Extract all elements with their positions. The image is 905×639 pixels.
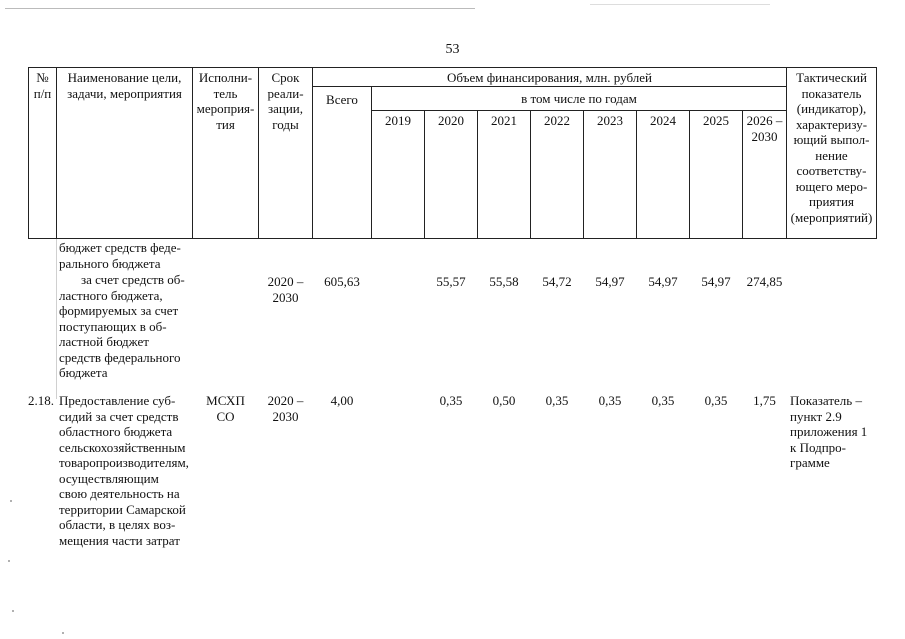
indicator-line: пункт 2.9 xyxy=(790,408,842,424)
header-indicator-line: приятия xyxy=(808,194,854,209)
term-line: 2020 – xyxy=(267,393,304,408)
table-row-2-2023: 0,35 xyxy=(598,393,622,408)
header-year-2019: 2019 xyxy=(385,113,411,128)
name-line: формируемых за счет xyxy=(59,303,179,318)
table-row-2-2021: 0,50 xyxy=(492,393,516,408)
header-name-line: Наименование цели, xyxy=(67,70,182,85)
header-indicator-line: ющий выпол- xyxy=(793,132,870,147)
scan-artifact-line xyxy=(590,4,770,5)
table-row-1-2022: 54,72 xyxy=(542,274,572,289)
header-indicator-line: характеризу- xyxy=(795,116,868,132)
header-funding-group: Объем финансирования, млн. рублей xyxy=(447,70,652,85)
header-year-line: 2030 xyxy=(751,128,778,144)
table-row-2-num: 2.18. xyxy=(28,393,54,408)
page-number: 53 xyxy=(445,42,460,57)
table-row-1-2023: 54,97 xyxy=(595,274,625,289)
table-row-2-2020: 0,35 xyxy=(439,393,463,408)
term-line: 2030 xyxy=(272,408,299,424)
col-divider xyxy=(424,110,425,239)
name-line: сидий за счет средств xyxy=(59,408,179,424)
header-year-2025: 2025 xyxy=(703,113,729,128)
table-row-1-2024: 54,97 xyxy=(648,274,678,289)
col-divider xyxy=(689,110,690,239)
name-line: осуществляющим xyxy=(59,470,159,486)
header-term-line: зации, xyxy=(267,101,304,116)
header-year-line: 2026 – xyxy=(746,113,783,128)
name-line: мещения части затрат xyxy=(59,532,180,548)
indicator-line: приложения 1 xyxy=(790,424,868,439)
header-executor-line: тель xyxy=(213,85,238,101)
header-indicator-line: показатель xyxy=(801,85,862,101)
table-border-right xyxy=(876,67,877,239)
table-row-0-name xyxy=(59,240,189,271)
header-term-line: Срок xyxy=(271,70,300,85)
header-indicator-line: (мероприятий) xyxy=(790,209,873,225)
name-line: свою деятельность на xyxy=(59,486,180,501)
table-row-2-2025: 0,35 xyxy=(704,393,728,408)
indicator-line: к Подпро- xyxy=(790,439,846,455)
header-year-2022: 2022 xyxy=(544,113,570,128)
header-indicator xyxy=(787,70,876,225)
executor-line: СО xyxy=(216,408,235,424)
table-row-2-2022: 0,35 xyxy=(545,393,569,408)
body-col-divider xyxy=(56,239,57,399)
header-name xyxy=(57,70,192,101)
header-term xyxy=(259,70,312,132)
header-year-2023: 2023 xyxy=(597,113,623,128)
header-indicator-line: Тактический xyxy=(796,70,867,85)
header-year-2020: 2020 xyxy=(438,113,464,128)
name-line: бюджета xyxy=(59,365,108,380)
col-divider xyxy=(636,110,637,239)
table-row-1-2026-2030: 274,85 xyxy=(746,274,783,289)
name-line: средств федерального xyxy=(59,349,181,365)
header-indicator-line: нение xyxy=(815,147,848,163)
header-executor xyxy=(193,70,258,132)
name-line: областного бюджета xyxy=(59,424,173,439)
indicator-line: грамме xyxy=(790,455,830,470)
header-indicator-line: ющего меро- xyxy=(795,178,868,194)
executor-line: МСХП xyxy=(206,393,245,408)
scan-speck xyxy=(8,560,10,562)
col-divider xyxy=(477,110,478,239)
name-line: рального бюджета xyxy=(59,255,161,271)
header-term-line: реали- xyxy=(267,85,304,101)
name-line: Предоставление суб- xyxy=(59,393,176,408)
table-row-2-total: 4,00 xyxy=(330,393,354,408)
indicator-line: Показатель – xyxy=(790,393,862,408)
header-executor-line: мероприя- xyxy=(196,101,255,116)
table-row-2-term xyxy=(259,393,312,424)
header-indicator-line: соответству- xyxy=(796,163,867,178)
name-line: поступающих в об- xyxy=(59,318,167,334)
header-num xyxy=(29,70,56,101)
table-border-top xyxy=(28,67,876,68)
header-total: Всего xyxy=(326,92,358,107)
funding-group-divider xyxy=(312,86,786,87)
table-row-1-name xyxy=(59,272,189,381)
header-indicator-line: (индикатор), xyxy=(796,101,867,116)
header-year-2026-2030 xyxy=(743,113,786,144)
name-line: ластного бюджета, xyxy=(59,287,163,303)
header-year-2021: 2021 xyxy=(491,113,517,128)
header-executor-line: Исполни- xyxy=(198,70,253,85)
header-num-line: № xyxy=(36,70,49,85)
table-row-1-term xyxy=(259,274,312,305)
scan-artifact-line xyxy=(5,8,475,9)
term-line: 2030 xyxy=(272,289,299,305)
table-row-1-total: 605,63 xyxy=(324,274,360,289)
name-line: товаропроизводителям, xyxy=(59,455,189,470)
table-row-2-indicator xyxy=(790,393,874,471)
name-line: бюджет средств феде- xyxy=(59,240,181,255)
scan-speck xyxy=(10,500,12,502)
col-divider xyxy=(530,110,531,239)
col-divider xyxy=(583,110,584,239)
name-line: сельскохозяйственным xyxy=(59,439,186,455)
table-row-1-2020: 55,57 xyxy=(436,274,466,289)
header-bottom-border xyxy=(28,238,876,239)
col-divider xyxy=(371,86,372,239)
name-line: ластной бюджет xyxy=(59,334,149,349)
scan-speck xyxy=(62,632,64,634)
name-line: территории Самарской xyxy=(59,501,186,517)
name-line: за счет средств об- xyxy=(81,272,185,287)
header-executor-line: тия xyxy=(216,116,235,132)
header-by-years-group: в том числе по годам xyxy=(521,91,637,106)
header-name-line: задачи, мероприятия xyxy=(67,85,182,101)
header-term-line: годы xyxy=(272,116,299,132)
header-num-line: п/п xyxy=(33,85,52,101)
table-row-2-2024: 0,35 xyxy=(651,393,675,408)
header-year-2024: 2024 xyxy=(650,113,676,128)
table-row-2-executor xyxy=(193,393,258,424)
scan-speck xyxy=(12,610,14,612)
table-row-2-name xyxy=(59,393,189,548)
name-line: области, в целях воз- xyxy=(59,517,176,532)
years-group-divider xyxy=(371,110,786,111)
term-line: 2020 – xyxy=(267,274,304,289)
table-row-1-2025: 54,97 xyxy=(701,274,731,289)
table-row-1-2021: 55,58 xyxy=(489,274,519,289)
table-row-2-2026-2030: 1,75 xyxy=(753,393,776,408)
